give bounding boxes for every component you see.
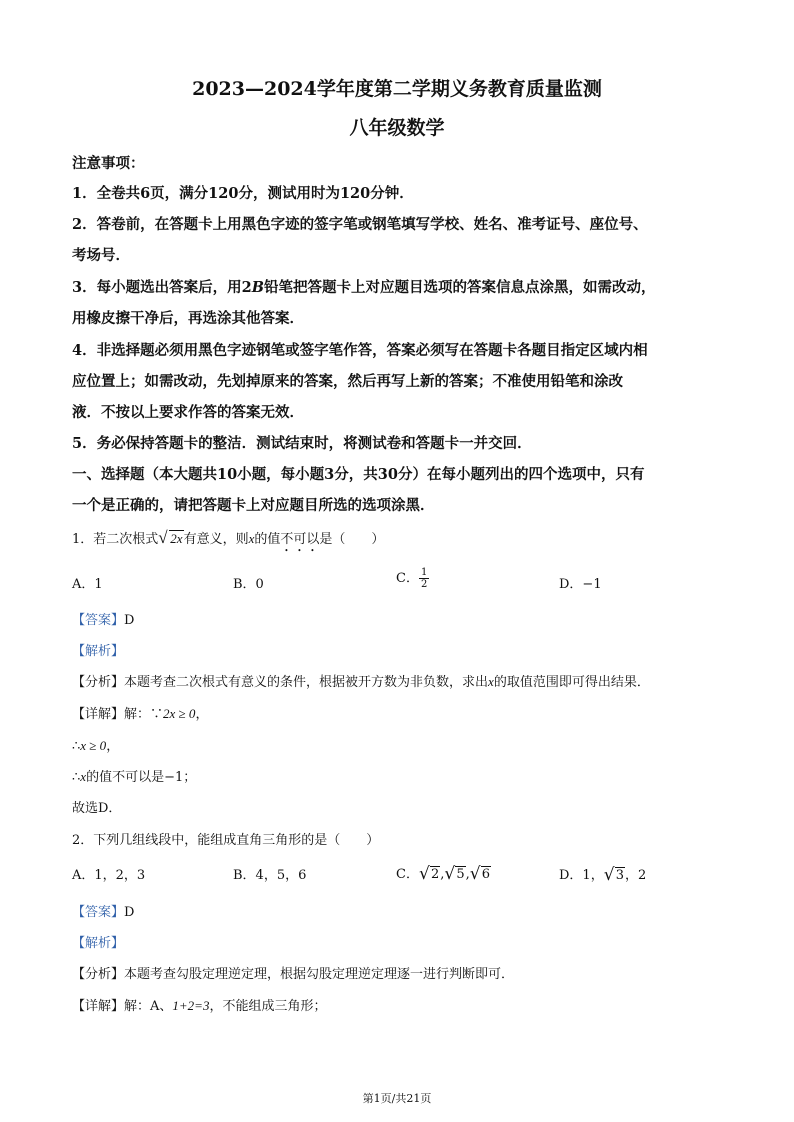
note-3-line-1: 3．每小题选出答案后，用2B铅笔把答题卡上对应题目选项的答案信息点涂黑，如需改动， <box>72 279 656 296</box>
q1-analysis-tag: 【解析】 <box>72 644 125 659</box>
section-1-line-1: 一、选择题（本大题共10小题，每小题3分，共30分）在每小题列出的四个选项中，只有 <box>72 466 645 483</box>
q2-fenxi: 【分析】本题考查勾股定理逆定理，根据勾股定理逆定理逐一进行判断即可． <box>72 967 515 982</box>
q2-option-c: C．√ 2,√ 5,√ 6 <box>396 863 491 882</box>
note-2-line-2: 考场号． <box>72 247 130 264</box>
q2-answer: 【答案】D <box>72 905 135 920</box>
section-1-line-2: 一个是正确的，请把答题卡上对应题目所选的选项涂黑． <box>72 497 435 514</box>
q2-analysis-tag: 【解析】 <box>72 936 125 951</box>
q1-step-2: ∴x的值不可以是−1； <box>72 769 197 785</box>
note-4-line-3: 液．不按以上要求作答的答案无效． <box>72 404 304 421</box>
note-3-line-2: 用橡皮擦干净后，再选涂其他答案． <box>72 310 304 327</box>
q1-option-b: B．0 <box>233 577 264 592</box>
note-4-line-1: 4．非选择题必须用黑色字迹钢笔或签字笔作答，答案必须写在答题卡各题目指定区域内相 <box>72 342 648 359</box>
page-title: 2023—2024学年度第二学期义务教育质量监测 <box>192 78 602 100</box>
q1-fenxi: 【分析】本题考查二次根式有意义的条件，根据被开方数为非负数，求出x的取值范围即可得出结果． <box>72 674 650 690</box>
q2-detail: 【详解】解：A、1+2=3，不能组成三角形； <box>72 998 327 1014</box>
q2-option-d: D．1，√ 3，2 <box>559 864 646 883</box>
note-2-line-1: 2．答卷前，在答题卡上用黑色字迹的签字笔或钢笔填写学校、姓名、准考证号、座位号、 <box>72 216 648 233</box>
q2-option-a: A．1，2，3 <box>72 868 146 883</box>
q2-stem: 2．下列几组线段中，能组成直角三角形的是（ ） <box>72 833 380 848</box>
q1-stem: 1．若二次根式√ 2x有意义，则x的值不可以是（ ） <box>72 528 384 555</box>
note-5: 5．务必保持答题卡的整洁．测试结束时，将测试卷和答题卡一并交回． <box>72 435 532 452</box>
note-4-line-2: 应位置上；如需改动，先划掉原来的答案，然后再写上新的答案；不准使用铅笔和涂改 <box>72 373 623 390</box>
q1-option-d: D．−1 <box>559 577 602 592</box>
q2-option-b: B．4，5，6 <box>233 868 307 883</box>
q1-option-c: C． $\frac{1}{2}$ <box>396 567 428 590</box>
notes-heading: 注意事项： <box>72 155 145 172</box>
q1-step-1: ∴x ≥ 0， <box>72 738 120 754</box>
q1-answer: 【答案】D <box>72 613 135 628</box>
page-footer: 第1页/共21页 <box>362 1092 432 1105</box>
q1-detail: 【详解】解：∵2x ≥ 0， <box>72 706 209 722</box>
q1-option-a: A．1 <box>72 577 103 592</box>
q1-conclusion: 故选D． <box>72 801 122 816</box>
note-1: 1．全卷共6页，满分120分，测试用时为120分钟． <box>72 185 414 202</box>
page-subtitle: 八年级数学 <box>349 117 445 139</box>
